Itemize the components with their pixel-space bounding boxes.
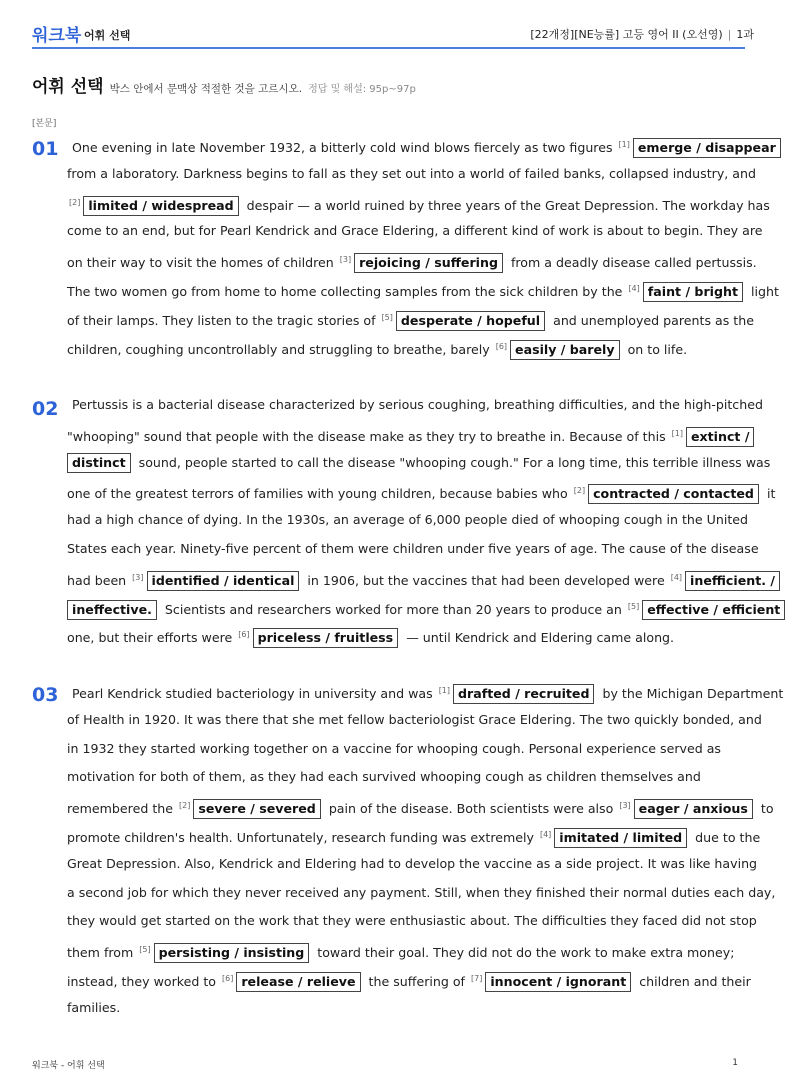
text-line <box>67 677 784 706</box>
blank-marker: [2] <box>69 197 81 207</box>
text-segment: children and their <box>635 973 751 989</box>
passage-number-2: 02 <box>32 398 59 420</box>
choice-box[interactable]: eager / anxious <box>634 799 753 819</box>
text-segment: the suffering of <box>364 973 469 989</box>
passage-3 <box>67 677 784 1023</box>
choice-box[interactable]: ineffective. <box>67 600 157 620</box>
choice-box[interactable]: effective / efficient <box>642 600 785 620</box>
text-line <box>67 477 776 506</box>
text-segment: by the Michigan Department <box>598 686 784 701</box>
blank-marker: [1] <box>438 686 451 695</box>
text-line <box>67 850 758 879</box>
blank-marker: [1] <box>618 140 630 149</box>
course-info <box>530 26 754 42</box>
text-segment: instead, they worked to <box>67 973 220 989</box>
text-segment: of Health in 1920. It was there that she met fellow bacteriologist Grace Eldering. The two quickly bonded, and <box>67 711 762 727</box>
text-line <box>67 936 743 965</box>
text-line <box>67 735 743 764</box>
text-segment: from a deadly disease called pertussis. <box>506 255 757 271</box>
text-line <box>67 593 781 622</box>
choice-box[interactable]: identified / identical <box>147 571 300 591</box>
blank-marker: [5] <box>627 601 640 611</box>
text-segment: light <box>746 283 779 299</box>
blank-marker: [6] <box>222 973 234 983</box>
text-segment: in 1932 they started working together on a vaccine for whooping cough. Personal experience served as <box>67 740 721 756</box>
blank-marker: [3] <box>339 255 352 265</box>
choice-box[interactable]: contracted / contacted <box>588 484 759 504</box>
text-segment: Scientists and researchers worked for more than 20 years to produce an <box>160 601 626 617</box>
text-segment: Great Depression. Also, Kendrick and Eldering had to develop the vaccine as a side project. It was like having <box>67 855 758 871</box>
text-line <box>67 246 757 275</box>
text-line <box>67 275 779 304</box>
blank-marker: [4] <box>539 829 552 839</box>
passage-number-3: 03 <box>32 684 59 706</box>
text-line <box>67 792 774 821</box>
blank-marker: [6] <box>495 341 508 351</box>
blank-marker: [6] <box>238 630 250 640</box>
text-segment: one, but their efforts were <box>67 630 237 646</box>
text-segment: Pertussis is a bacterial disease characterized by serious coughing, breathing difficulties, and the high-pitched <box>72 397 763 412</box>
blank-marker: [5] <box>381 312 393 322</box>
text-segment: a second job for which they never received any payment. Still, when they finished their normal duties each day, <box>67 884 776 900</box>
title-row <box>32 72 416 97</box>
text-segment: States each year. Ninety-five percent of them were children under five years of age. The cause of the disease <box>67 540 759 556</box>
text-segment: due to the <box>691 829 761 845</box>
brand-title: 워크북 <box>32 26 82 46</box>
blank-marker: [4] <box>670 572 683 582</box>
choice-box[interactable]: drafted / recruited <box>453 684 594 704</box>
passage-2 <box>67 391 781 650</box>
text-segment: remembered the <box>67 801 177 817</box>
text-segment: them from <box>67 945 138 961</box>
choice-box[interactable]: release / relieve <box>236 972 360 992</box>
choice-box[interactable]: inefficient. / <box>685 571 780 591</box>
section-label: [본문] <box>32 119 57 129</box>
text-line <box>67 160 756 189</box>
text-segment: One evening in late November 1932, a bitterly cold wind blows fiercely as two figures <box>72 140 617 155</box>
passage-number-1: 01 <box>32 138 59 160</box>
choice-box[interactable]: distinct <box>67 453 131 473</box>
choice-box[interactable]: severe / severed <box>193 799 320 819</box>
choice-box[interactable]: imitated / limited <box>554 828 687 848</box>
choice-box[interactable]: rejoicing / suffering <box>354 253 503 273</box>
text-line <box>67 391 763 420</box>
choice-box[interactable]: limited / widespread <box>83 196 238 216</box>
text-line <box>67 965 751 994</box>
blank-marker: [2] <box>573 486 586 496</box>
text-segment: motivation for both of them, as they had each survived whooping cough as children themselves and <box>67 769 701 785</box>
choice-box[interactable]: faint / bright <box>643 282 743 302</box>
text-line <box>67 879 776 908</box>
text-line <box>67 994 743 1023</box>
text-segment: had a high chance of dying. In the 1930s, an average of 6,000 people died of whooping cough in the United <box>67 512 749 528</box>
text-segment: it <box>762 486 776 502</box>
text-segment: toward their goal. They did not do the work to make extra money; <box>313 945 735 961</box>
header-separator: | <box>727 28 732 41</box>
lesson-label: 1과 <box>736 28 754 41</box>
text-segment: on to life. <box>623 341 688 357</box>
text-line <box>67 217 763 246</box>
text-line <box>67 535 759 564</box>
text-line <box>67 333 743 362</box>
text-line <box>67 706 762 735</box>
text-segment: families. <box>67 999 121 1015</box>
choice-box[interactable]: desperate / hopeful <box>396 311 545 331</box>
text-line <box>67 621 743 650</box>
text-segment: to <box>756 801 774 817</box>
choice-box[interactable]: priceless / fruitless <box>253 628 399 648</box>
choice-box[interactable]: persisting / insisting <box>154 943 310 963</box>
blank-marker: [5] <box>139 945 151 955</box>
choice-box[interactable]: innocent / ignorant <box>485 972 631 992</box>
text-segment: Pearl Kendrick studied bacteriology in university and was <box>72 686 437 701</box>
page-header <box>0 0 768 48</box>
text-line <box>67 304 754 333</box>
text-line <box>67 763 743 792</box>
text-line <box>67 506 749 535</box>
text-line <box>67 564 775 593</box>
text-line <box>67 449 771 478</box>
text-segment: come to an end, but for Pearl Kendrick and Grace Eldering, a different kind of work is about to begin. They are <box>67 223 763 239</box>
text-segment: one of the greatest terrors of families with young children, because babies who <box>67 486 572 502</box>
text-line <box>67 907 757 936</box>
text-segment: despair — a world ruined by three years of the Great Depression. The workday has <box>242 197 770 213</box>
text-segment: on their way to visit the homes of children <box>67 255 338 271</box>
blank-marker: [2] <box>179 801 191 811</box>
text-segment: pain of the disease. Both scientists were also <box>324 801 618 817</box>
choice-box[interactable]: easily / barely <box>510 340 620 360</box>
blank-marker: [3] <box>132 572 144 582</box>
text-segment: — until Kendrick and Eldering came along. <box>402 630 675 646</box>
footer-label: 워크북 - 어휘 선택 <box>32 1061 105 1071</box>
page-number: 1 <box>732 1058 738 1068</box>
choice-box[interactable]: extinct / <box>686 427 754 447</box>
blank-marker: [3] <box>619 801 631 811</box>
text-segment: "whooping" sound that people with the disease make as they try to breathe in. Because of this <box>67 428 670 444</box>
text-segment: of their lamps. They listen to the tragic stories of <box>67 312 380 328</box>
text-segment: sound, people started to call the disease "whooping cough." For a long time, this terrible illness was <box>134 454 771 470</box>
blank-marker: [4] <box>628 283 640 293</box>
text-segment: The two women go from home to home collecting samples from the sick children by the <box>67 283 627 299</box>
course-name: [22개정][NE능률] 고등 영어 II (오선영) <box>530 28 723 41</box>
text-line <box>67 131 776 160</box>
choice-box[interactable]: emerge / disappear <box>633 138 781 158</box>
brand-subtitle: 어휘 선택 <box>84 29 131 42</box>
text-segment: from a laboratory. Darkness begins to fall as they set out into a world of failed banks, collapsed industry, and <box>67 165 756 181</box>
blank-marker: [7] <box>471 973 483 983</box>
blank-marker: [1] <box>671 428 683 438</box>
header-divider <box>32 47 745 49</box>
text-segment: children, coughing uncontrollably and struggling to breathe, barely <box>67 341 494 357</box>
text-line <box>67 189 770 218</box>
page-title: 어휘 선택 <box>32 77 104 97</box>
text-segment: in 1906, but the vaccines that had been developed were <box>303 572 669 588</box>
passage-1 <box>67 131 779 361</box>
text-line <box>67 420 750 449</box>
answer-reference: 정답 및 해설: 95p~97p <box>308 84 416 95</box>
text-segment: had been <box>67 572 131 588</box>
text-segment: and unemployed parents as the <box>549 312 754 328</box>
text-segment: they would get started on the work that they were enthusiastic about. The difficulties they faced did not stop <box>67 913 757 929</box>
instruction-text: 박스 안에서 문맥상 적절한 것을 고르시오. <box>109 83 303 95</box>
text-line <box>67 821 761 850</box>
text-segment: promote children's health. Unfortunately, research funding was extremely <box>67 829 538 845</box>
